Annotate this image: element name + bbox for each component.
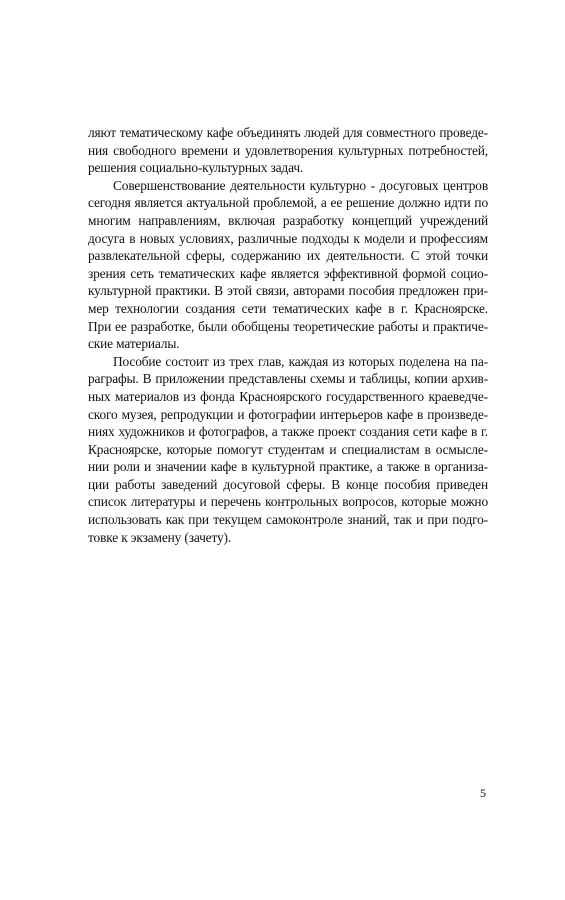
text-line: зрения сеть тематических кафе является эффективной формой социо-	[88, 265, 488, 281]
text-line: Красноярске, которые помогут студентам и специалистам в осмысле-	[88, 441, 488, 457]
text-line: ных материалов из фонда Красноярского государственного краеведче-	[88, 388, 488, 404]
text-line: раграфы. В приложении представлены схемы и таблицы, копии архив-	[88, 371, 488, 387]
text-line: ции работы заведений досуговой сферы. В конце пособия приведен	[88, 476, 488, 492]
text-line: товке к экзамену (зачету).	[88, 529, 232, 545]
page-number: 5	[480, 786, 486, 800]
text-line: многим направлениям, включая разработку концепций учреждений	[88, 212, 488, 228]
text-line: ляют тематическому кафе объединять людей для совместного проведе-	[88, 125, 488, 140]
text-line: мер технологии создания сети тематических кафе в г. Красноярске.	[88, 300, 488, 316]
text-line: ские материалы.	[88, 336, 180, 352]
body-text	[88, 124, 488, 546]
paragraph-2	[88, 177, 488, 353]
text-line: нии роли и значении кафе в культурной практике, а также в организа-	[88, 459, 488, 475]
text-line: развлекательной сферы, содержанию их деятельности. С этой точки	[88, 248, 488, 264]
text-line: культурной практики. В этой связи, авторами пособия предложен при-	[88, 283, 488, 299]
text-line: ниях художников и фотографов, а также проект создания сети кафе в г.	[88, 424, 488, 440]
text-line: досуга в новых условиях, различные подходы к модели и профессиям	[88, 230, 488, 246]
paragraph-3	[88, 353, 488, 547]
text-line: список литературы и перечень контрольных вопросов, которые можно	[88, 494, 488, 510]
paragraph-1	[88, 124, 488, 177]
text-line: Пособие состоит из трех глав, каждая из которых поделена на па-	[113, 353, 488, 369]
text-line: решения социально-культурных задач.	[88, 160, 304, 176]
text-line: ния свободного времени и удовлетворения культурных потребностей,	[88, 142, 488, 158]
text-line: использовать как при текущем самоконтроле знаний, так и при подго-	[88, 512, 488, 528]
text-line: сегодня является актуальной проблемой, а ее решение должно идти по	[88, 195, 488, 211]
text-line: Совершенствование деятельности культурно - досуговых центров	[113, 177, 488, 193]
text-line: При ее разработке, были обобщены теоретические работы и практиче-	[88, 318, 488, 334]
text-line: ского музея, репродукции и фотографии интерьеров кафе в произведе-	[88, 406, 488, 422]
